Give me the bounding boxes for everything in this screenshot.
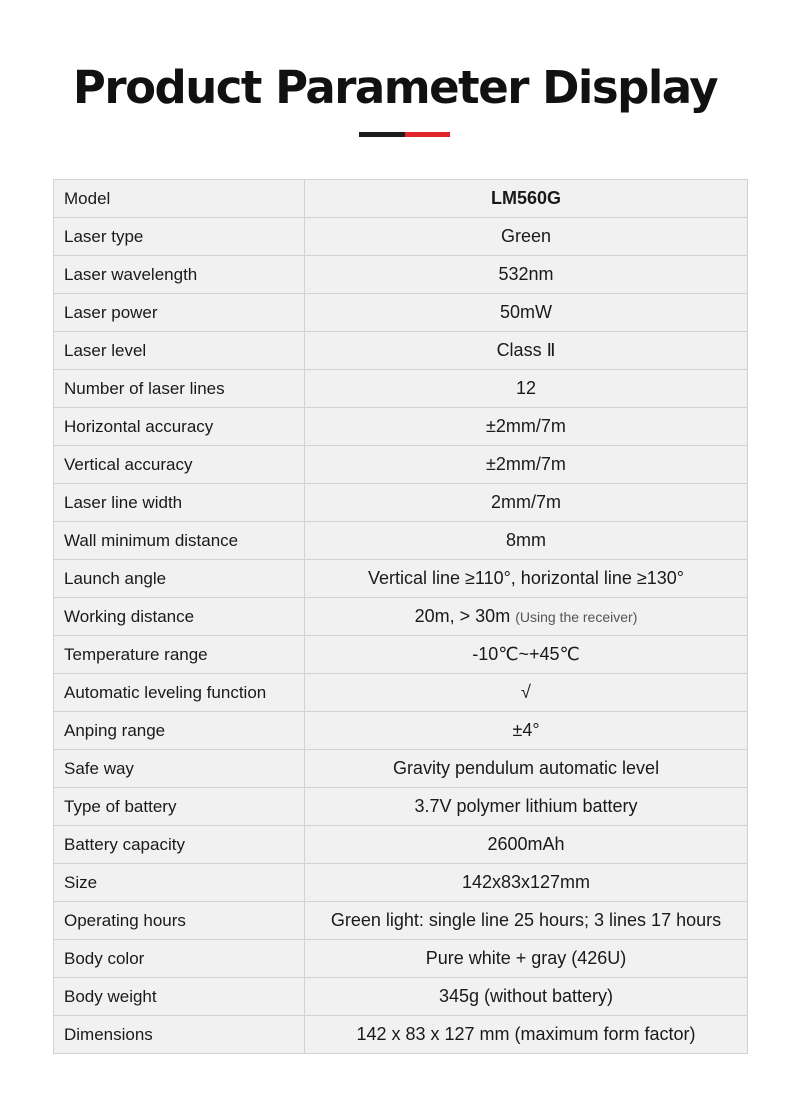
spec-row-automatic-leveling bbox=[54, 674, 748, 712]
spec-row-laser-wavelength bbox=[54, 256, 748, 294]
spec-row-wall-minimum-distance bbox=[54, 522, 748, 560]
spec-row-dimensions bbox=[54, 1016, 748, 1054]
spec-label: Body color bbox=[54, 940, 305, 978]
divider-red-segment bbox=[405, 132, 450, 137]
spec-row-horizontal-accuracy bbox=[54, 408, 748, 446]
spec-value: Vertical line ≥110°, horizontal line ≥130° bbox=[305, 560, 748, 598]
spec-value: Class Ⅱ bbox=[305, 332, 748, 370]
spec-label: Automatic leveling function bbox=[54, 674, 305, 712]
spec-value: ±2mm/7m bbox=[305, 446, 748, 484]
page-title: Product Parameter Display bbox=[72, 61, 718, 114]
spec-value-cell bbox=[305, 598, 748, 636]
spec-label: Dimensions bbox=[54, 1016, 305, 1054]
spec-value-note: (Using the receiver) bbox=[515, 609, 638, 625]
spec-row-operating-hours bbox=[54, 902, 748, 940]
spec-value: -10℃~+45℃ bbox=[305, 636, 748, 674]
spec-value: 142x83x127mm bbox=[305, 864, 748, 902]
spec-value: 345g (without battery) bbox=[305, 978, 748, 1016]
spec-row-anping-range bbox=[54, 712, 748, 750]
spec-label: Anping range bbox=[54, 712, 305, 750]
spec-label: Laser wavelength bbox=[54, 256, 305, 294]
spec-row-number-of-laser-lines bbox=[54, 370, 748, 408]
spec-label: Type of battery bbox=[54, 788, 305, 826]
spec-value: 50mW bbox=[305, 294, 748, 332]
spec-label: Laser line width bbox=[54, 484, 305, 522]
spec-value: 532nm bbox=[305, 256, 748, 294]
spec-row-launch-angle bbox=[54, 560, 748, 598]
spec-row-body-weight bbox=[54, 978, 748, 1016]
spec-table bbox=[53, 179, 748, 1054]
spec-label: Wall minimum distance bbox=[54, 522, 305, 560]
spec-label: Safe way bbox=[54, 750, 305, 788]
spec-row-laser-level bbox=[54, 332, 748, 370]
spec-value: √ bbox=[305, 674, 748, 712]
spec-value: Green bbox=[305, 218, 748, 256]
spec-row-working-distance bbox=[54, 598, 748, 636]
spec-label: Size bbox=[54, 864, 305, 902]
spec-value: 2600mAh bbox=[305, 826, 748, 864]
spec-value: 12 bbox=[305, 370, 748, 408]
spec-row-laser-line-width bbox=[54, 484, 748, 522]
spec-value: ±4° bbox=[305, 712, 748, 750]
spec-value: 3.7V polymer lithium battery bbox=[305, 788, 748, 826]
spec-value: Green light: single line 25 hours; 3 lines 17 hours bbox=[305, 902, 748, 940]
spec-label: Temperature range bbox=[54, 636, 305, 674]
spec-label: Body weight bbox=[54, 978, 305, 1016]
spec-value: 2mm/7m bbox=[305, 484, 748, 522]
spec-label: Vertical accuracy bbox=[54, 446, 305, 484]
spec-row-laser-type bbox=[54, 218, 748, 256]
spec-row-safe-way bbox=[54, 750, 748, 788]
spec-value: 8mm bbox=[305, 522, 748, 560]
divider-dark-segment bbox=[359, 132, 405, 137]
spec-row-laser-power bbox=[54, 294, 748, 332]
spec-row-size bbox=[54, 864, 748, 902]
spec-row-body-color bbox=[54, 940, 748, 978]
spec-row-temperature-range bbox=[54, 636, 748, 674]
spec-label: Operating hours bbox=[54, 902, 305, 940]
spec-value: Pure white + gray (426U) bbox=[305, 940, 748, 978]
spec-label: Horizontal accuracy bbox=[54, 408, 305, 446]
spec-label: Working distance bbox=[54, 598, 305, 636]
spec-value: Gravity pendulum automatic level bbox=[305, 750, 748, 788]
spec-label: Model bbox=[54, 180, 305, 218]
spec-value: LM560G bbox=[305, 180, 748, 218]
spec-row-model bbox=[54, 180, 748, 218]
spec-label: Battery capacity bbox=[54, 826, 305, 864]
spec-value: 20m, > 30m bbox=[414, 606, 511, 626]
spec-label: Laser power bbox=[54, 294, 305, 332]
title-underline-divider bbox=[359, 132, 450, 137]
spec-row-type-of-battery bbox=[54, 788, 748, 826]
spec-value: ±2mm/7m bbox=[305, 408, 748, 446]
spec-row-battery-capacity bbox=[54, 826, 748, 864]
spec-label: Laser type bbox=[54, 218, 305, 256]
spec-value: 142 x 83 x 127 mm (maximum form factor) bbox=[305, 1016, 748, 1054]
spec-label: Number of laser lines bbox=[54, 370, 305, 408]
spec-label: Launch angle bbox=[54, 560, 305, 598]
spec-label: Laser level bbox=[54, 332, 305, 370]
spec-row-vertical-accuracy bbox=[54, 446, 748, 484]
